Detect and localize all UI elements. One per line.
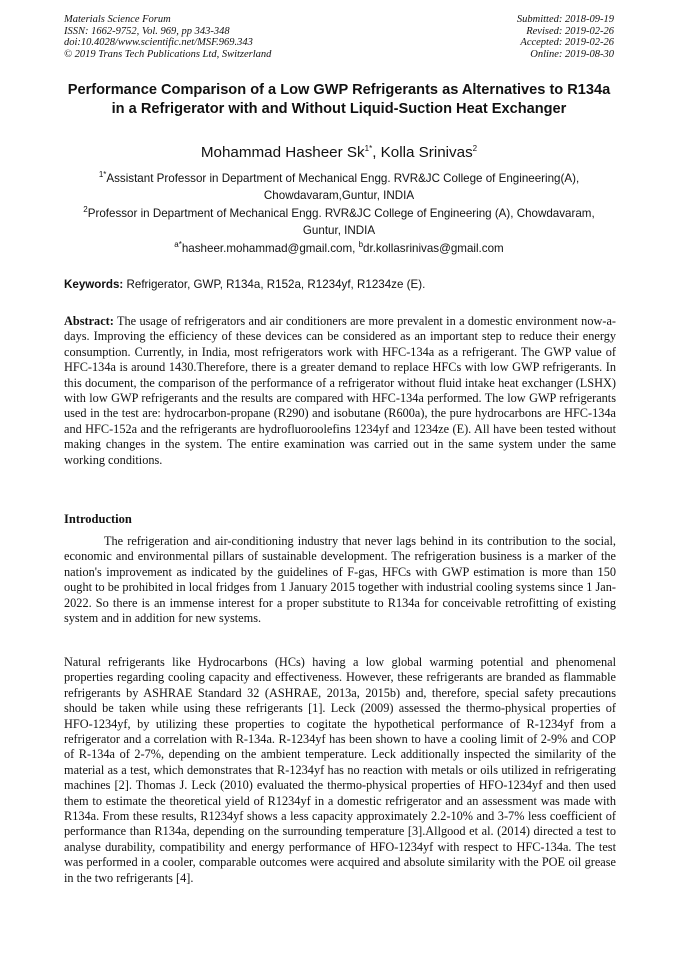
introduction-paragraph-2: Natural refrigerants like Hydrocarbons (HCs) having a low global warming potential and phenomenal properties regarding cooling capacity and effectiveness. However, these refrigerants are branded as flammable refrigerants by ASHRAE Standard 32 (ASHRAE, 2013a, 2015b) and, therefore, special safety precautions should be taken while using these refrigerants [1]. Leck (2009) assessed the thermo-physical properties of HFO-1234yf, by utilizing these properties to cogitate the hypothetical performance of R-1234yf from a refrigerator and a correlation with R-134a. R-1234yf has been shown to have a cooling limit of 2-9% and COP of R-134a of 2-7%, depending on the ambient temperature. Leck additionally inspected the similarity of the material as a test, which demonstrates that R-1234yf has no reaction with metals or oils utilized in refrigerating machines [2]. Thomas J. Leck (2010) evaluated the thermo-physical properties of HFO-1234yf and then used them to estimate the theoretical yield of R1234yf in a domestic refrigerator and an assessment was made with R134a. From these results, R1234yf shows a less capacity approximately 2.2-10% and 3-7% less coefficient of performance than R134a, depending on the surrounding temperature [3].Allgood et al. (2014) directed a test to analyse durability, compatibility and energy performance of HFO-1234yf with respect to HFC-134a. The test was performed in a cooler, comparable outcomes were acquired and absolute similarity with the POE oil grease in the two refrigerants [4]. — [64, 655, 616, 885]
email-b-marker: b — [358, 240, 364, 250]
accepted-date: Accepted: 2019-02-26 — [520, 37, 614, 49]
author-1: Mohammad Hasheer Sk — [200, 144, 365, 161]
affiliation-2 — [64, 206, 614, 239]
doi-line: doi:10.4028/www.scientific.net/MSF.969.343 — [64, 37, 253, 49]
online-date: Online: 2019-08-30 — [530, 48, 614, 60]
author-2: Kolla Srinivas — [380, 144, 473, 161]
email-line — [64, 241, 614, 257]
submitted-date: Submitted: 2018-09-19 — [516, 14, 614, 25]
publication-dates — [517, 14, 614, 60]
copyright-line: © 2019 Trans Tech Publications Ltd, Switzerland — [64, 48, 272, 60]
affiliation-2-marker: 2 — [83, 205, 88, 215]
keywords-text: Refrigerator, GWP, R134a, R152a, R1234yf, R1234ze (E). — [123, 278, 426, 291]
journal-info — [64, 14, 271, 60]
revised-date: Revised: 2019-02-26 — [526, 25, 614, 37]
author-separator: , — [372, 144, 381, 161]
email-b[interactable]: dr.kollasrinivas@gmail.com — [363, 242, 504, 255]
keywords — [64, 277, 616, 292]
abstract-text: The usage of refrigerators and air conditioners are more prevalent in a domestic environment now-a-days. Improving the efficiency of these devices can be considered as an important step to reduce their energy consumption. Currently, in India, most refrigerators work with HFC-134a as a refrigerant. The GWP value of HFC-134a is around 1430.Therefore, there is a greater demand to replace HFCs with low GWP refrigerants. In this document, the comparison of the performance of a refrigerator without fluid intake heat exchanger (LSHX) with low GWP refrigerants and the results are compared with HFC-134a performed. The low GWP refrigerants used in the test are: hydrocarbon-propane (R290) and isobutane (R600a), the pure hydrocarbons are HFC-134a and HFC-152a and the refrigerants are hydrofluoroolefins 1234yf and 1234ze (E). All have been tested without making changes in the system. The entire examination was carried out in the same system under the same working conditions. — [64, 314, 616, 467]
issn-line: ISSN: 1662-9752, Vol. 969, pp 343-348 — [64, 25, 230, 37]
email-a-marker: a* — [174, 240, 182, 250]
journal-name: Materials Science Forum — [64, 14, 171, 25]
abstract-label: Abstract: — [64, 314, 114, 328]
author-line — [64, 143, 614, 162]
affiliation-1-text: Assistant Professor in Department of Mechanical Engg. RVR&JC College of Engineering(A), Chowdavaram,Guntur, INDIA — [106, 172, 580, 202]
affiliation-1 — [64, 171, 614, 204]
keywords-label: Keywords: — [64, 278, 124, 291]
email-a[interactable]: hasheer.mohammad@gmail.com, — [181, 242, 359, 255]
author-1-marker: 1* — [364, 143, 373, 153]
abstract — [64, 314, 616, 468]
introduction-paragraph-1: The refrigeration and air-conditioning industry that never lags behind in its contribution to the social, economic and environmental pillars of sustainable development. The refrigeration business is a marker of the nation's improvement as indicated by the guidelines of F-gas, HFCs with GWP estimation is more than 150 ought to be prohibited in local fridges from 1 January 2015 together with industrial cooling systems since 1 Jan-2022. So there is an immense interest for a proper substitute to R134a for conceivable retrofitting of existing system and in addition for new systems. — [64, 534, 616, 626]
affiliation-1-marker: 1* — [98, 170, 107, 180]
affiliation-2-text: Professor in Department of Mechanical Engg. RVR&JC College of Engineering (A), Chowdavaram, Guntur, INDIA — [87, 207, 595, 237]
paper-title: Performance Comparison of a Low GWP Refrigerants as Alternatives to R134a in a Refrigerator with and Without Liquid-Suction Heat Exchanger — [67, 82, 611, 117]
author-2-marker: 2 — [472, 143, 478, 153]
introduction-heading: Introduction — [64, 512, 132, 526]
